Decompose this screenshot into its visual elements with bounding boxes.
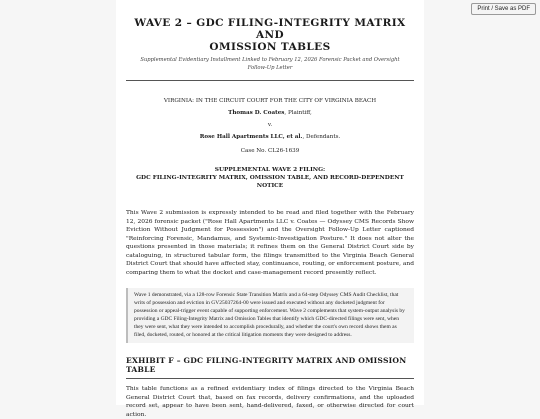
header-divider: [126, 80, 414, 81]
notice-title: [126, 166, 414, 190]
document-title: [126, 17, 414, 53]
document-page: [116, 0, 424, 418]
plaintiff-name: Thomas D. Coates: [228, 110, 285, 116]
exhibit-f-description: This table functions as a refined evidentiary index of filings directed to the Virginia Beach General District Court that, based on fax records, delivery confirmations, and the uploaded record set, appear to have been sent, hand-delivered, faxed, or otherwise directed for court action.: [126, 386, 414, 418]
document-subtitle: Supplemental Evidentiary Installment Linked to February 12, 2026 Forensic Packet and Oversight Follow-Up Letter: [140, 57, 400, 71]
intro-paragraph: This Wave 2 submission is expressly intended to be read and filed together with the February 12, 2026 forensic packet ("Rose Hall Apartments LLC v. Coates — Odyssey CMS Records Show Eviction Without Judgment for Possession") and the Oversight Follow-Up Letter captioned "Reinforcing Forensic, Mandamus, and Systemic-Investigation Posture." It does not alter the questions presented in those materials; it refines them on the General District Court side by cataloguing, in structured tabular form, the filings transmitted to the Virginia Beach General District Court that should have affected stay, continuance, routing, or enforcement posture, and comparing them to what the docket and case-management record presently reflect.: [126, 210, 414, 276]
case-number: Case No. CL26-1639: [240, 148, 300, 154]
wave1-summary-callout: Wave 1 demonstrated, via a 128-row Forensic State Transition Matrix and a 64-step Odyssey CMS Audit Checklist, that writs of possession and eviction in GV25037264-00 were issued and executed without any docketed judgment for possession or appeal-trigger event capable of supporting enforcement. Wave 2 complements that system-output analysis by providing a GDC Filing-Integrity Matrix and Omission Tables that identify which GDC-directed filings were sent, when they were sent, what they were intended to accomplish procedurally, and whether the court's own record shows them as filed, docketed, routed, or honored at the critical litigation moments they were designed to address.: [126, 288, 414, 343]
exhibit-f-heading: EXHIBIT F – GDC FILING-INTEGRITY MATRIX AND OMISSION TABLE: [126, 356, 414, 379]
notice-title-line-2: GDC FILING-INTEGRITY MATRIX, OMISSION TABLE, AND RECORD-DEPENDENT NOTICE: [136, 175, 404, 189]
versus: v.: [267, 122, 273, 128]
title-line-1: WAVE 2 – GDC FILING-INTEGRITY MATRIX AND: [134, 17, 406, 41]
defendant-role: , Defendants.: [302, 134, 341, 140]
plaintiff-role: , Plaintiff,: [284, 110, 312, 116]
notice-title-line-1: SUPPLEMENTAL WAVE 2 FILING:: [214, 167, 326, 173]
defendant-name: Rose Hall Apartments LLC, et al.: [199, 134, 303, 140]
title-line-2: OMISSION TABLES: [209, 41, 331, 53]
print-save-pdf-button[interactable]: Print / Save as PDF: [471, 3, 536, 15]
court-name: VIRGINIA: IN THE CIRCUIT COURT FOR THE CITY OF VIRGINIA BEACH: [163, 98, 377, 104]
defendant-line: [126, 134, 414, 140]
document-content: [116, 17, 424, 419]
plaintiff-line: [126, 110, 414, 116]
